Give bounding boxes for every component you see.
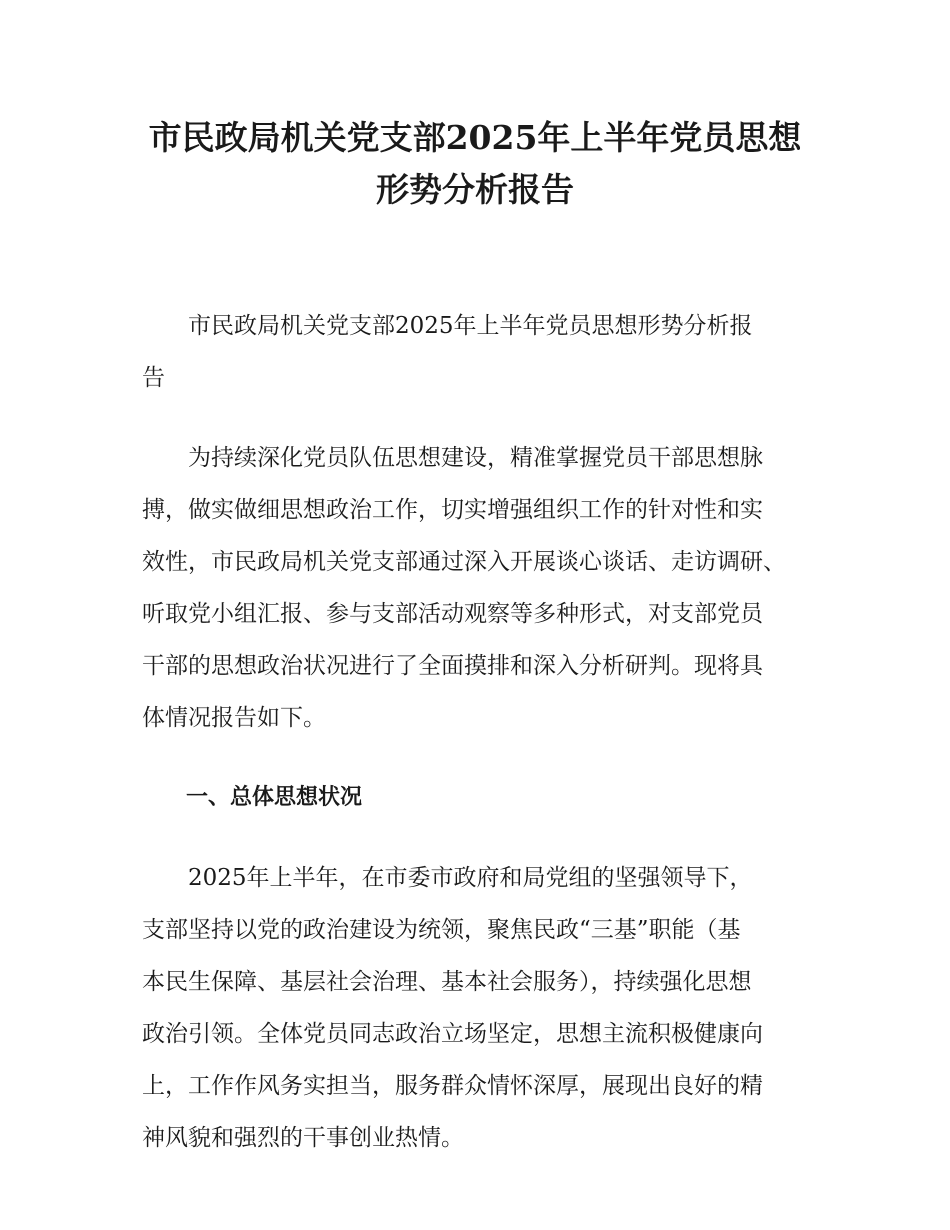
title-line-1: 市民政局机关党支部2025年上半年党员思想 — [148, 118, 802, 157]
intro-paragraph — [142, 432, 842, 744]
intro-line: 体情况报告如下。 — [142, 705, 326, 731]
paragraph-spacer — [142, 824, 842, 852]
subtitle-line-2: 告 — [142, 365, 165, 391]
section1-line: 支部坚持以党的政治建设为统领，聚焦民政“三基”职能（基 — [142, 917, 741, 943]
section1-line: 本民生保障、基层社会治理、基本社会服务），持续强化思想 — [142, 969, 752, 995]
title-line-2: 形势分析报告 — [376, 170, 574, 209]
subtitle-line-1: 市民政局机关党支部2025年上半年党员思想形势分析报 — [188, 313, 753, 339]
subtitle-paragraph — [142, 300, 842, 404]
section1-line: 政治引领。全体党员同志政治立场坚定，思想主流积极健康向 — [142, 1021, 763, 1047]
document-title — [120, 112, 830, 216]
intro-line: 为持续深化党员队伍思想建设，精准掌握党员干部思想脉 — [188, 445, 763, 471]
intro-line: 听取党小组汇报、参与支部活动观察等多种形式，对支部党员 — [142, 601, 763, 627]
paragraph-spacer — [142, 744, 842, 772]
document-body — [142, 300, 842, 1164]
section1-paragraph — [142, 852, 842, 1164]
intro-line: 效性，市民政局机关党支部通过深入开展谈心谈话、走访调研、 — [142, 549, 786, 575]
intro-line: 搏，做实做细思想政治工作，切实增强组织工作的针对性和实 — [142, 497, 763, 523]
intro-line: 干部的思想政治状况进行了全面摸排和深入分析研判。现将具 — [142, 653, 763, 679]
section-heading: 一、总体思想状况 — [186, 785, 363, 810]
section1-line: 上，工作作风务实担当，服务群众情怀深厚，展现出良好的精 — [142, 1073, 763, 1099]
paragraph-spacer — [142, 404, 842, 432]
section1-line: 神风貌和强烈的干事创业热情。 — [142, 1125, 464, 1151]
section1-line: 2025年上半年，在市委市政府和局党组的坚强领导下， — [188, 865, 753, 891]
